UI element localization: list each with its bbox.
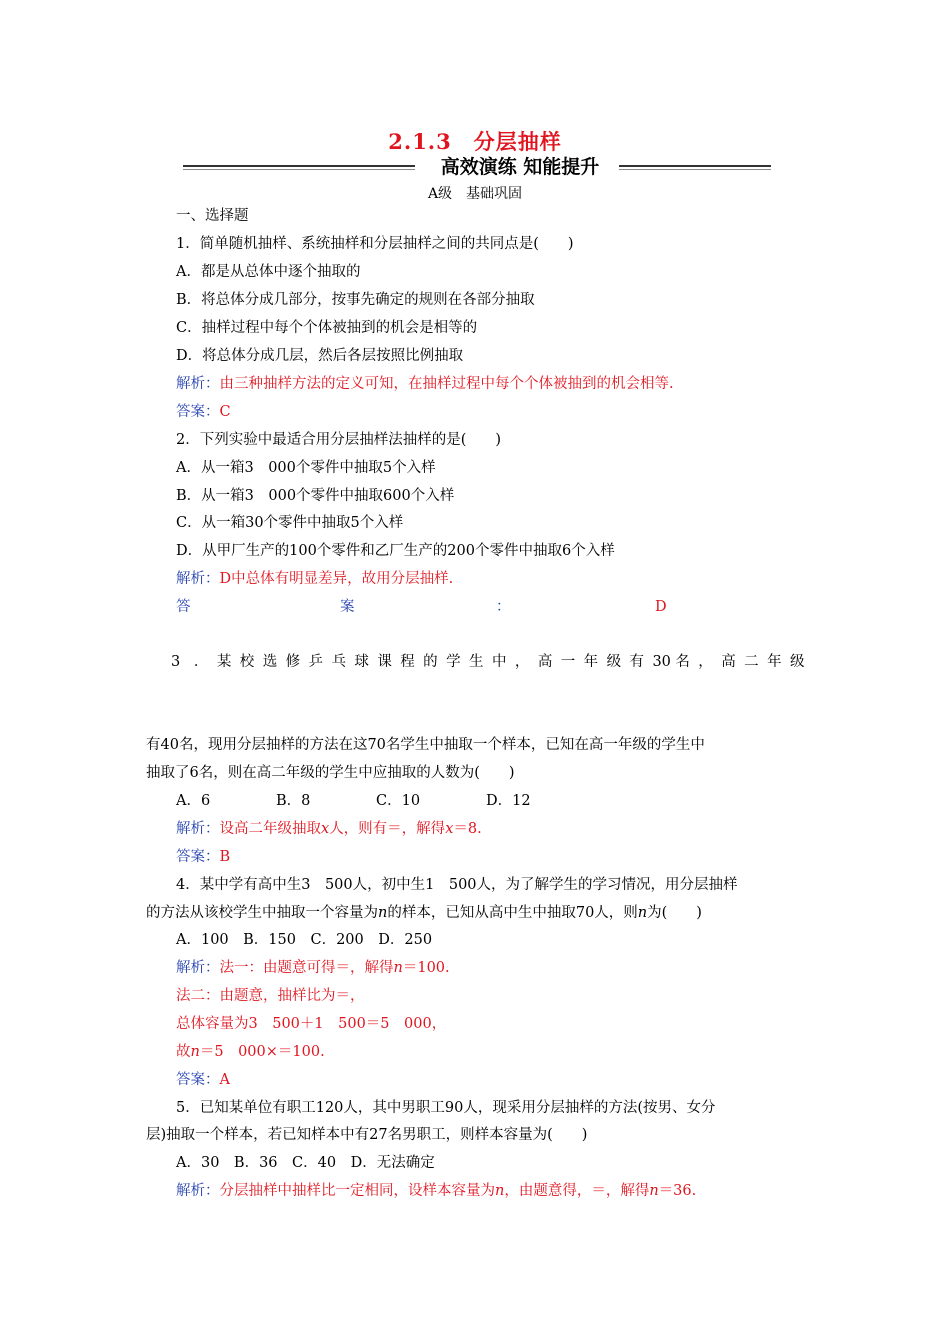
q3-stem-char: 乓 — [331, 654, 346, 670]
q1-answer — [176, 402, 231, 422]
analysis-text-a: 设高二年级抽取 — [219, 821, 321, 837]
analysis-text-b: ，由题意得，＝，解得 — [504, 1183, 650, 1199]
analysis-label: 解析： — [176, 821, 220, 837]
q3-option-c: C．10 — [376, 793, 421, 809]
q4-analysis-line3: 总体容量为3 500＋1 500＝5 000， — [176, 1016, 447, 1032]
answer-label: 答案： — [176, 404, 220, 420]
analysis-text: D中总体有明显差异，故用分层抽样. — [219, 571, 454, 587]
q2-stem: 2．下列实验中最适合用分层抽样法抽样的是( ) — [176, 432, 502, 448]
variable-n: n — [190, 1044, 200, 1060]
analysis-text-b: ＝5 000×＝100. — [199, 1044, 325, 1060]
q2-option-b: B．从一箱3 000个零件中抽取600个入样 — [176, 488, 455, 504]
q4-analysis-line4 — [176, 1042, 325, 1062]
q3-stem-char: 级 — [790, 654, 805, 670]
q3-stem-char: 程 — [400, 654, 415, 670]
page-title: 2.1.3 分层抽样 — [388, 129, 562, 154]
q4-stem-line1: 4．某中学有高中生3 500人，初中生1 500人，为了解学生的学习情况，用分层抽样 — [176, 877, 738, 893]
q2-option-c: C．从一箱30个零件中抽取5个入样 — [176, 515, 404, 531]
q3-stem-char: 级 — [606, 654, 622, 670]
q1-option-b: B．将总体分成几部分，按事先确定的规则在各部分抽取 — [176, 292, 535, 308]
variable-n: n — [378, 905, 388, 921]
variable-n: n — [495, 1183, 505, 1199]
analysis-label: 解析： — [176, 376, 220, 392]
variable-x: x — [321, 821, 330, 837]
q2-answer-label-char-1: 答 — [176, 599, 191, 615]
q3-stem-char: 中 — [491, 654, 507, 670]
answer-value: B — [219, 849, 231, 865]
analysis-text-b: ＝100. — [402, 960, 450, 976]
q4-analysis-line1 — [176, 958, 450, 978]
variable-n: n — [393, 960, 403, 976]
q1-analysis — [176, 374, 674, 394]
q4-stem-line2 — [146, 903, 702, 923]
answer-value: A — [219, 1072, 230, 1088]
analysis-text-b: 人，则有＝，解得 — [329, 821, 446, 837]
q3-stem-char: 二 — [744, 654, 759, 670]
stem-text-c: 为( ) — [647, 905, 702, 921]
q4-options: A．100 B．150 C．200 D．250 — [176, 932, 433, 948]
q5-options: A．30 B．36 C．40 D．无法确定 — [176, 1155, 435, 1171]
q2-answer-label-colon: ： — [496, 599, 511, 615]
q3-stem-line3: 抽取了6名，则在高二年级的学生中应抽取的人数为( ) — [146, 765, 515, 781]
q3-option-d: D．12 — [486, 793, 531, 809]
answer-value: C — [219, 404, 231, 420]
stem-text-a: 的方法从该校学生中抽取一个容量为 — [146, 905, 378, 921]
variable-n: n — [637, 905, 648, 921]
q3-stem-char: 的 — [423, 654, 438, 670]
q3-stem-char: 校 — [239, 654, 255, 670]
q1-option-d: D．将总体分成几层，然后各层按照比例抽取 — [176, 348, 464, 364]
q3-analysis — [176, 819, 482, 839]
q3-stem-char: ． — [193, 654, 209, 670]
banner-text: 高效演练 知能提升 — [440, 156, 600, 178]
q1-stem: 1．简单随机抽样、系统抽样和分层抽样之间的共同点是( ) — [176, 236, 574, 252]
q3-stem-char: 球 — [354, 654, 369, 670]
answer-label: 答案： — [176, 849, 220, 865]
q4-analysis-line2: 法二：由题意，抽样比为＝， — [176, 988, 365, 1004]
q2-answer-value: D — [655, 599, 667, 615]
q3-option-a: A．6 — [176, 793, 211, 809]
q2-answer-label-char-2: 案 — [340, 599, 355, 615]
q3-stem-char: 课 — [377, 654, 392, 670]
variable-x: x — [445, 821, 454, 837]
q5-analysis — [176, 1181, 696, 1201]
analysis-text-a: 法一：由题意可得＝，解得 — [219, 960, 394, 976]
q3-stem-char: 3 — [171, 654, 181, 670]
q2-analysis — [176, 569, 453, 589]
q3-stem-char: 高 — [721, 654, 736, 670]
q3-stem-char: 一 — [560, 654, 576, 670]
q3-stem-char: 生 — [469, 654, 484, 670]
section-heading: 一、选择题 — [176, 208, 249, 224]
analysis-label: 解析： — [176, 960, 220, 976]
q3-stem-char: 年 — [583, 654, 599, 670]
q2-option-d: D．从甲厂生产的100个零件和乙厂生产的200个零件中抽取6个入样 — [176, 543, 615, 559]
q3-stem-char: 修 — [285, 654, 301, 670]
analysis-label: 解析： — [176, 571, 220, 587]
q2-option-a: A．从一箱3 000个零件中抽取5个入样 — [176, 460, 436, 476]
analysis-text-c: ＝36. — [658, 1183, 697, 1199]
banner-rule-right — [619, 165, 771, 167]
analysis-text-a: 故 — [176, 1044, 191, 1060]
q4-answer — [176, 1070, 230, 1090]
q5-stem-line1: 5．已知某单位有职工120人，其中男职工90人，现采用分层抽样的方法(按男、女分 — [176, 1100, 716, 1116]
banner-rule-left — [183, 165, 415, 167]
q3-stem-char: 年 — [767, 654, 782, 670]
q3-stem-char: 某 — [216, 654, 232, 670]
section-banner — [183, 154, 771, 180]
q3-stem-char: 学 — [446, 654, 461, 670]
q3-stem-line2: 有40名，现用分层抽样的方法在这70名学生中抽取一个样本，已知在高一年级的学生中 — [146, 737, 705, 753]
analysis-label: 解析： — [176, 1183, 220, 1199]
q1-option-c: C．抽样过程中每个个体被抽到的机会是相等的 — [176, 320, 478, 336]
stem-text-b: 的样本，已知从高中生中抽取70人，则 — [387, 905, 638, 921]
q3-stem-char: 选 — [262, 654, 278, 670]
analysis-text-c: ＝8. — [453, 821, 482, 837]
q3-stem-char: ， — [514, 654, 530, 670]
q3-stem-char: ， — [698, 654, 713, 670]
answer-label: 答案： — [176, 1072, 220, 1088]
q3-stem-char: 有 — [629, 654, 645, 670]
level-heading: A级 基础巩固 — [427, 186, 523, 202]
q1-option-a: A．都是从总体中逐个抽取的 — [176, 264, 361, 280]
variable-n: n — [649, 1183, 659, 1199]
q3-stem-char: 名 — [675, 654, 690, 670]
q3-option-b: B．8 — [276, 793, 311, 809]
analysis-text: 由三种抽样方法的定义可知，在抽样过程中每个个体被抽到的机会相等. — [219, 376, 674, 392]
q3-stem-char: 高 — [537, 654, 553, 670]
q3-answer — [176, 847, 230, 867]
analysis-text-a: 分层抽样中抽样比一定相同，设样本容量为 — [219, 1183, 495, 1199]
q3-stem-char: 30 — [652, 654, 671, 670]
q3-stem-char: 乒 — [308, 654, 324, 670]
q5-stem-line2: 层)抽取一个样本，若已知样本中有27名男职工，则样本容量为( ) — [146, 1127, 588, 1143]
